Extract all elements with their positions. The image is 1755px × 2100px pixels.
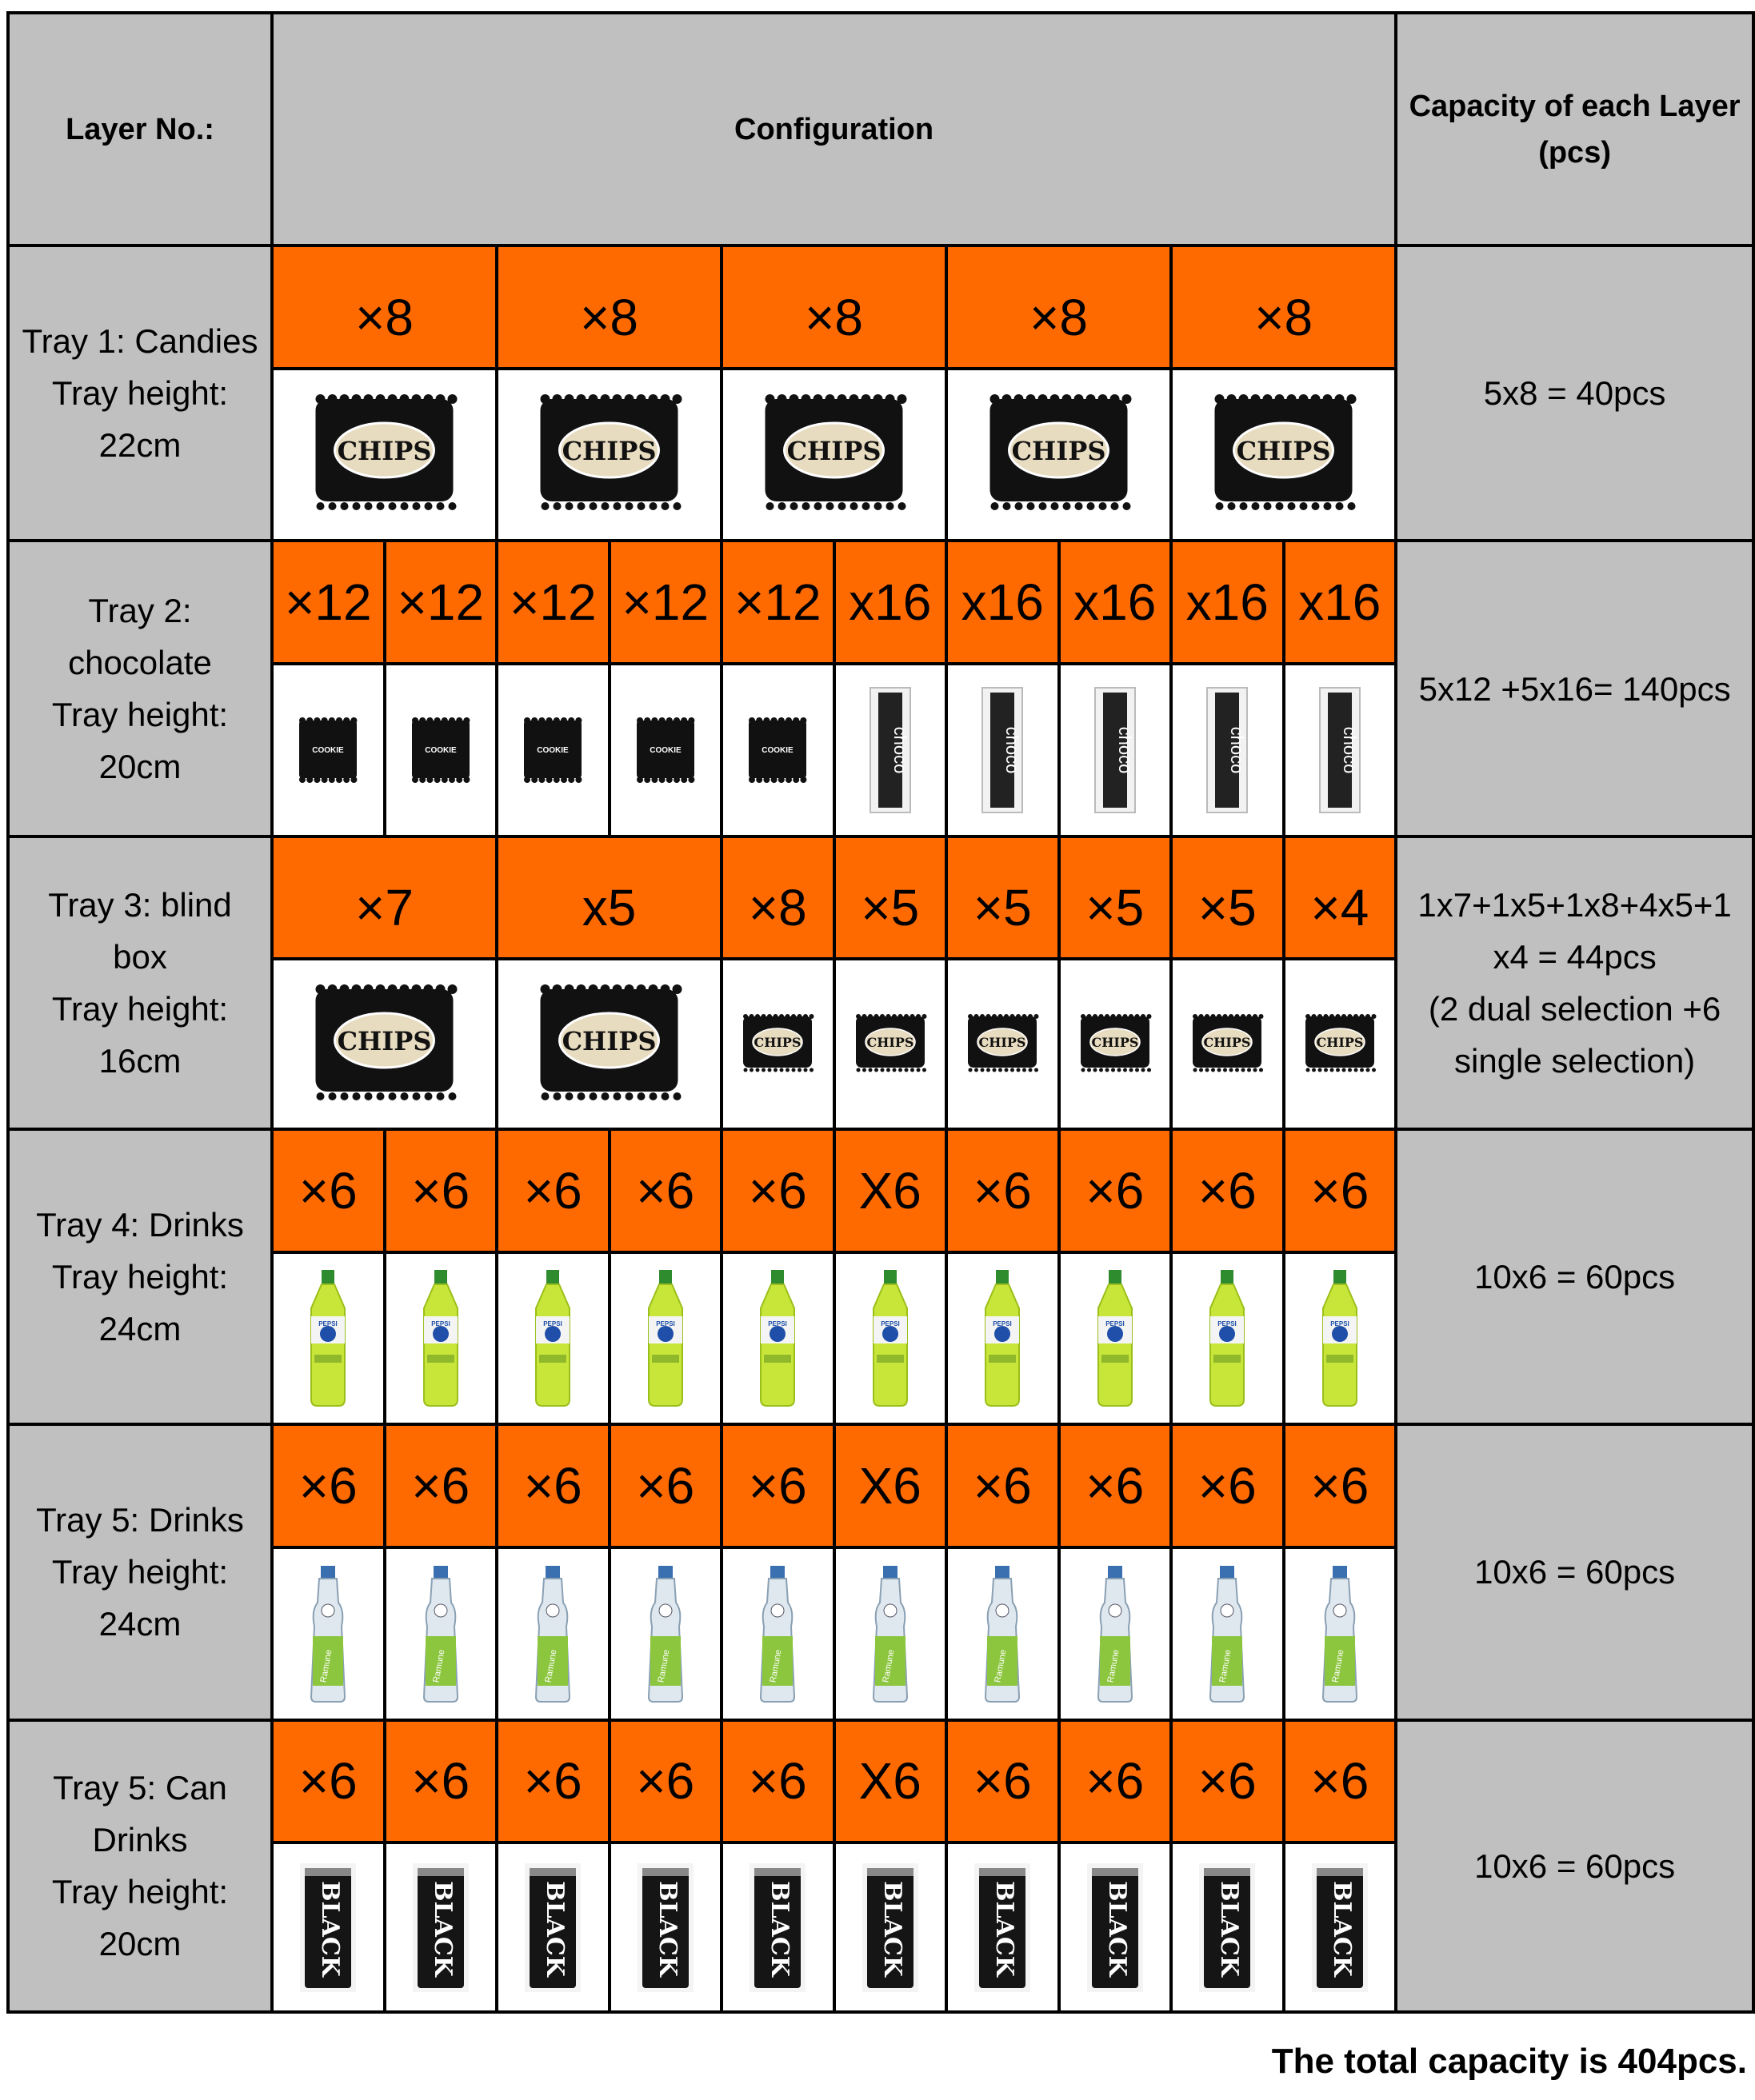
chips-bag-icon [527, 386, 691, 522]
layer-no-header: Layer No.: [8, 13, 272, 246]
svg-text:CHIPS: CHIPS [562, 436, 657, 467]
slot-product [1284, 1547, 1397, 1720]
svg-text:choco: choco [1227, 726, 1248, 774]
soda-bottle-icon [413, 1267, 469, 1409]
slot-count: ×6 [1059, 1720, 1172, 1843]
slot-count: x5 [497, 836, 722, 960]
slot-count: ×12 [722, 541, 834, 664]
slot-product [722, 1547, 834, 1720]
slot-count: ×12 [610, 541, 722, 664]
tray-capacity-line: 5x12 +5x16= 140pcs [1418, 669, 1731, 708]
chips-bag-icon [1201, 386, 1365, 522]
svg-text:BLACK: BLACK [1327, 1880, 1356, 1977]
svg-text:Ramune: Ramune [993, 1648, 1009, 1683]
slot-count: ×8 [722, 246, 946, 369]
svg-text:PEPSI: PEPSI [430, 1320, 450, 1328]
tray-label [8, 1424, 272, 1719]
ramune-bottle-icon [1092, 1563, 1138, 1705]
slot-product [722, 1252, 834, 1425]
tray-count-row [8, 1424, 1753, 1547]
svg-text:CHIPS: CHIPS [337, 1025, 432, 1056]
tray-capacity [1396, 1424, 1753, 1719]
configuration-header: Configuration [272, 13, 1396, 246]
slot-product [722, 664, 834, 836]
soda-bottle-icon [1312, 1267, 1368, 1409]
chips-bag-icon [1072, 1010, 1158, 1078]
slot-count: ×5 [1171, 836, 1284, 960]
svg-text:CHIPS: CHIPS [1316, 1035, 1364, 1051]
svg-text:Ramune: Ramune [431, 1648, 447, 1683]
slot-product [272, 959, 497, 1129]
svg-text:COOKIE: COOKIE [537, 745, 569, 755]
tray-count-row [8, 1129, 1753, 1252]
soda-bottle-icon [1087, 1267, 1143, 1409]
black-can-icon [297, 1862, 359, 1994]
slot-count: ×6 [497, 1424, 610, 1547]
slot-product [385, 1252, 498, 1425]
svg-text:PEPSI: PEPSI [993, 1320, 1013, 1328]
slot-count: x16 [1284, 541, 1397, 664]
slot-count: ×4 [1284, 836, 1397, 960]
soda-bottle-icon [974, 1267, 1030, 1409]
slot-count: ×6 [610, 1424, 722, 1547]
svg-text:PEPSI: PEPSI [768, 1320, 788, 1328]
slot-product [722, 1842, 834, 2012]
choco-bar-icon [866, 686, 915, 814]
svg-text:PEPSI: PEPSI [655, 1320, 675, 1328]
svg-text:PEPSI: PEPSI [1217, 1320, 1237, 1328]
slot-count: ×6 [385, 1424, 498, 1547]
slot-product [272, 664, 385, 836]
slot-product [272, 369, 497, 541]
svg-text:CHIPS: CHIPS [1236, 436, 1331, 467]
black-can-icon [1196, 1862, 1258, 1994]
slot-product [272, 1547, 385, 1720]
slot-product [834, 1842, 947, 2012]
cookie-pack-icon [296, 714, 360, 786]
choco-bar-icon [1090, 686, 1140, 814]
ramune-bottle-icon [642, 1563, 689, 1705]
tray-label-line: chocolate [68, 644, 212, 682]
svg-text:CHIPS: CHIPS [786, 436, 881, 467]
tray-label-line: Tray 5: Drinks [36, 1501, 244, 1539]
tray-label-line: Tray 1: Candies [22, 322, 258, 361]
capacity-header [1396, 13, 1753, 246]
slot-product [1059, 1842, 1172, 2012]
svg-text:Ramune: Ramune [543, 1648, 559, 1683]
svg-text:BLACK: BLACK [878, 1880, 906, 1977]
cookie-pack-icon [634, 714, 698, 786]
slot-product [497, 1252, 610, 1425]
slot-product [946, 664, 1059, 836]
black-can-icon [1309, 1862, 1371, 1994]
slot-count: ×6 [610, 1720, 722, 1843]
tray-label [8, 836, 272, 1129]
slot-count: ×8 [272, 246, 497, 369]
chips-bag-icon [977, 386, 1141, 522]
svg-text:BLACK: BLACK [1215, 1880, 1244, 1977]
slot-product [497, 1842, 610, 2012]
ramune-bottle-icon [1317, 1563, 1363, 1705]
slot-product [610, 1547, 722, 1720]
slot-count: ×5 [834, 836, 947, 960]
slot-count: ×6 [1284, 1129, 1397, 1252]
chips-bag-icon [302, 976, 466, 1112]
slot-count: ×6 [1059, 1129, 1172, 1252]
svg-text:CHIPS: CHIPS [754, 1035, 802, 1051]
slot-count: x16 [1059, 541, 1172, 664]
tray-label-line: Tray 3: blind [48, 885, 232, 924]
slot-product [1284, 664, 1397, 836]
tray-label [8, 1720, 272, 2012]
tray-capacity-line: 1x7+1x5+1x8+4x5+1 [1417, 885, 1732, 924]
tray-label-line: 20cm [98, 1925, 182, 1963]
slot-product [946, 1252, 1059, 1425]
svg-text:COOKIE: COOKIE [312, 745, 344, 755]
svg-text:BLACK: BLACK [766, 1880, 794, 1977]
svg-text:CHIPS: CHIPS [866, 1035, 914, 1051]
slot-count: ×6 [722, 1424, 834, 1547]
svg-text:BLACK: BLACK [316, 1880, 345, 1977]
slot-product [610, 1842, 722, 2012]
ramune-bottle-icon [754, 1563, 801, 1705]
black-can-icon [1084, 1862, 1146, 1994]
svg-text:choco: choco [889, 726, 910, 774]
tray-label-line: Tray height: [51, 1258, 229, 1296]
svg-text:COOKIE: COOKIE [425, 745, 457, 755]
slot-count: ×5 [1059, 836, 1172, 960]
svg-text:Ramune: Ramune [318, 1648, 334, 1683]
svg-text:choco: choco [1002, 726, 1023, 774]
svg-text:COOKIE: COOKIE [762, 745, 794, 755]
slot-product [1284, 959, 1397, 1129]
svg-text:BLACK: BLACK [653, 1880, 682, 1977]
slot-product [385, 1547, 498, 1720]
slot-product [946, 959, 1059, 1129]
slot-product [834, 959, 947, 1129]
slot-product [385, 664, 498, 836]
tray-label-line: 24cm [98, 1310, 182, 1348]
slot-product [834, 1547, 947, 1720]
black-can-icon [634, 1862, 697, 1994]
soda-bottle-icon [525, 1267, 581, 1409]
tray-capacity [1396, 836, 1753, 1129]
total-capacity-note: The total capacity is 404pcs. [1271, 2042, 1747, 2081]
svg-text:BLACK: BLACK [428, 1880, 457, 1977]
svg-text:Ramune: Ramune [1217, 1648, 1233, 1683]
slot-product [1059, 1547, 1172, 1720]
slot-product [1284, 1252, 1397, 1425]
tray-label-line: 16cm [98, 1041, 182, 1080]
svg-text:BLACK: BLACK [990, 1880, 1019, 1977]
tray-count-row [8, 541, 1753, 664]
ramune-bottle-icon [530, 1563, 576, 1705]
slot-product [1171, 959, 1284, 1129]
tray-capacity-line: 5x8 = 40pcs [1483, 374, 1666, 413]
svg-text:CHIPS: CHIPS [337, 436, 432, 467]
slot-product [834, 1252, 947, 1425]
svg-text:PEPSI: PEPSI [1105, 1320, 1125, 1328]
slot-count: x16 [1171, 541, 1284, 664]
capacity-header-line: Capacity of each Layer [1409, 89, 1741, 123]
cookie-pack-icon [521, 714, 585, 786]
slot-count: X6 [834, 1424, 947, 1547]
slot-product [1059, 959, 1172, 1129]
slot-count: ×6 [385, 1129, 498, 1252]
svg-text:choco: choco [1114, 726, 1135, 774]
slot-count: ×6 [272, 1129, 385, 1252]
slot-product [497, 664, 610, 836]
slot-product [946, 1547, 1059, 1720]
tray-capacity-line: single selection) [1454, 1041, 1696, 1080]
tray-label-line: Tray 5: Can [53, 1769, 227, 1807]
slot-product [834, 664, 947, 836]
slot-product [1171, 369, 1396, 541]
black-can-icon [859, 1862, 921, 1994]
tray-label-line: box [113, 937, 167, 976]
slot-count: ×8 [946, 246, 1171, 369]
chips-bag-icon [1184, 1010, 1270, 1078]
svg-text:CHIPS: CHIPS [978, 1035, 1026, 1051]
soda-bottle-icon [300, 1267, 356, 1409]
slot-product [1171, 1547, 1284, 1720]
svg-text:Ramune: Ramune [768, 1648, 784, 1683]
tray-count-row [8, 246, 1753, 369]
slot-count: ×6 [1059, 1424, 1172, 1547]
chips-bag-icon [734, 1010, 821, 1078]
tray-label-line: Tray height: [51, 1553, 229, 1591]
chips-bag-icon [527, 976, 691, 1112]
slot-product [1171, 1842, 1284, 2012]
slot-count: ×8 [497, 246, 722, 369]
slot-product [1171, 664, 1284, 836]
slot-product [497, 1547, 610, 1720]
tray-label-line: 24cm [98, 1605, 182, 1643]
tray-label [8, 1129, 272, 1424]
slot-count: ×12 [385, 541, 498, 664]
slot-product [1171, 1252, 1284, 1425]
ramune-bottle-icon [1204, 1563, 1250, 1705]
tray-capacity [1396, 1129, 1753, 1424]
svg-text:Ramune: Ramune [1330, 1648, 1346, 1683]
choco-bar-icon [977, 686, 1027, 814]
ramune-bottle-icon [305, 1563, 351, 1705]
slot-count: ×8 [1171, 246, 1396, 369]
slot-count: ×6 [385, 1720, 498, 1843]
slot-product [497, 369, 722, 541]
slot-product [722, 369, 946, 541]
black-can-icon [522, 1862, 584, 1994]
slot-count: ×6 [946, 1129, 1059, 1252]
chips-bag-icon [1297, 1010, 1383, 1078]
chips-bag-icon [302, 386, 466, 522]
svg-text:PEPSI: PEPSI [880, 1320, 900, 1328]
tray-count-row [8, 836, 1753, 960]
svg-text:CHIPS: CHIPS [1091, 1035, 1139, 1051]
slot-product [1059, 1252, 1172, 1425]
slot-count: x16 [946, 541, 1059, 664]
slot-count: X6 [834, 1129, 947, 1252]
black-can-icon [971, 1862, 1033, 1994]
slot-count: ×5 [946, 836, 1059, 960]
tray-label-line: Tray 2: [88, 592, 192, 630]
slot-count: ×6 [1171, 1720, 1284, 1843]
svg-text:choco: choco [1339, 726, 1360, 774]
slot-count: ×6 [1284, 1424, 1397, 1547]
svg-text:CHIPS: CHIPS [1011, 436, 1106, 467]
capacity-table [6, 11, 1755, 2014]
svg-text:CHIPS: CHIPS [1203, 1035, 1251, 1051]
slot-count: ×6 [610, 1129, 722, 1252]
ramune-bottle-icon [979, 1563, 1025, 1705]
svg-text:PEPSI: PEPSI [1330, 1320, 1349, 1328]
chips-bag-icon [752, 386, 916, 522]
svg-text:COOKIE: COOKIE [650, 745, 682, 755]
soda-bottle-icon [750, 1267, 806, 1409]
tray-label-line: Tray height: [51, 1873, 229, 1911]
slot-product [1284, 1842, 1397, 2012]
tray-capacity-line: 10x6 = 60pcs [1474, 1846, 1676, 1885]
slot-count: ×6 [1171, 1129, 1284, 1252]
svg-text:PEPSI: PEPSI [318, 1320, 338, 1328]
slot-count: ×7 [272, 836, 497, 960]
svg-text:BLACK: BLACK [541, 1880, 570, 1977]
slot-count: ×6 [1284, 1720, 1397, 1843]
tray-label-line: Tray 4: Drinks [36, 1206, 244, 1244]
slot-count: ×12 [497, 541, 610, 664]
tray-label-line: Tray height: [51, 696, 229, 734]
slot-count: ×6 [946, 1720, 1059, 1843]
slot-count: ×6 [497, 1129, 610, 1252]
slot-count: ×6 [722, 1720, 834, 1843]
soda-bottle-icon [1199, 1267, 1255, 1409]
slot-count: ×6 [1171, 1424, 1284, 1547]
tray-label [8, 246, 272, 541]
capacity-header-unit: (pcs) [1538, 135, 1611, 170]
svg-text:Ramune: Ramune [656, 1648, 672, 1683]
slot-count: ×12 [272, 541, 385, 664]
slot-count: ×6 [722, 1129, 834, 1252]
slot-product [272, 1252, 385, 1425]
svg-text:PEPSI: PEPSI [543, 1320, 563, 1328]
slot-product [497, 959, 722, 1129]
soda-bottle-icon [862, 1267, 918, 1409]
choco-bar-icon [1202, 686, 1252, 814]
slot-product [946, 369, 1171, 541]
black-can-icon [410, 1862, 472, 1994]
cookie-pack-icon [409, 714, 473, 786]
tray-label-line: 22cm [98, 426, 182, 465]
slot-count: ×6 [946, 1424, 1059, 1547]
tray-capacity-line: (2 dual selection +6 [1428, 989, 1721, 1028]
slot-count: ×6 [272, 1720, 385, 1843]
slot-count: x16 [834, 541, 947, 664]
header-row [8, 13, 1753, 246]
black-can-icon [746, 1862, 809, 1994]
svg-text:CHIPS: CHIPS [562, 1025, 657, 1056]
tray-label-line: Tray height: [51, 989, 229, 1028]
tray-label [8, 541, 272, 836]
tray-label-line: 20cm [98, 748, 182, 786]
slot-count: ×8 [722, 836, 834, 960]
svg-text:Ramune: Ramune [1105, 1648, 1121, 1683]
slot-product [722, 959, 834, 1129]
tray-capacity [1396, 541, 1753, 836]
slot-count: X6 [834, 1720, 947, 1843]
tray-capacity-line: 10x6 = 60pcs [1474, 1258, 1676, 1296]
tray-label-line: Tray height: [51, 374, 229, 413]
tray-capacity [1396, 1720, 1753, 2012]
slot-product [946, 1842, 1059, 2012]
slot-count: ×6 [272, 1424, 385, 1547]
svg-text:Ramune: Ramune [881, 1648, 897, 1683]
tray-count-row [8, 1720, 1753, 1843]
ramune-bottle-icon [418, 1563, 464, 1705]
tray-capacity [1396, 246, 1753, 541]
tray-capacity-line: x4 = 44pcs [1493, 937, 1657, 976]
slot-product [1059, 664, 1172, 836]
cookie-pack-icon [746, 714, 810, 786]
tray-capacity-line: 10x6 = 60pcs [1474, 1553, 1676, 1591]
tray-label-line: Drinks [92, 1821, 188, 1859]
slot-product [272, 1842, 385, 2012]
slot-count: ×6 [497, 1720, 610, 1843]
chips-bag-icon [847, 1010, 933, 1078]
chips-bag-icon [959, 1010, 1045, 1078]
soda-bottle-icon [638, 1267, 694, 1409]
svg-text:BLACK: BLACK [1102, 1880, 1131, 1977]
slot-product [610, 664, 722, 836]
slot-product [610, 1252, 722, 1425]
slot-product [385, 1842, 498, 2012]
choco-bar-icon [1315, 686, 1365, 814]
ramune-bottle-icon [867, 1563, 913, 1705]
